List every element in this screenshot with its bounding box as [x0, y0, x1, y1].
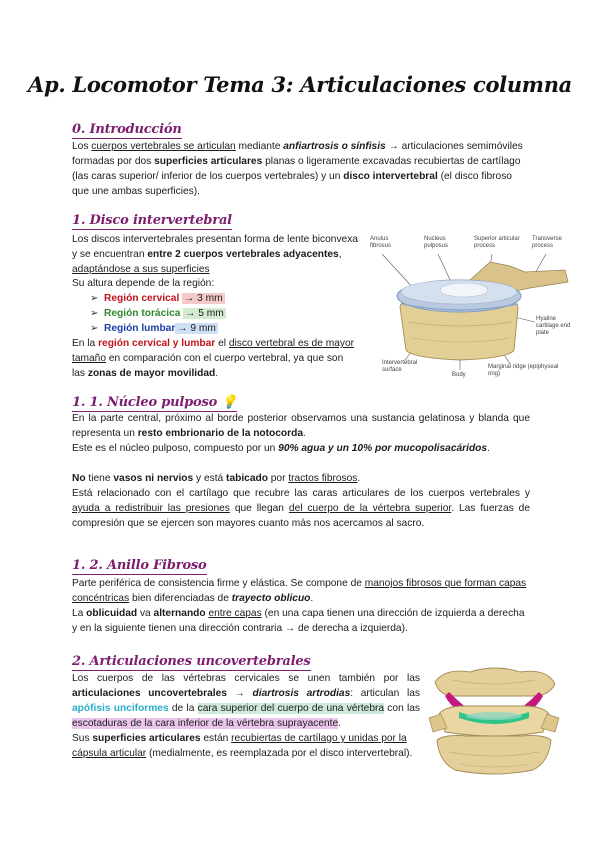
uncov-paragraph-1: Los cuerpos de las vértebras cervicales se unen también por las articulaciones uncovertebrales → diartrosis artrodias: articulan las apófisis unciformes de la cara superior del cuerpo de una vértebra con las escotaduras de la cara inferior de la vértebra suprayacente.	[72, 673, 420, 729]
cervical-vertebrae-illustration	[425, 662, 563, 780]
heading-disco-intervertebral: 1. Disco intervertebral	[72, 213, 232, 228]
intro-paragraph: Los cuerpos vertebrales se articulan mediante anfiartrosis o sínfisis → articulaciones semimóviles formadas por dos superficies articulares planas o ligeramente excavadas recubiertas de cartílago (las caras superior/ inferior de los cuerpos vertebrales) y un disco intervertebral (el disco fibroso que une ambas superficies).	[72, 141, 523, 197]
page-title: Ap. Locomotor Tema 3: Articulaciones columna	[27, 72, 572, 97]
list-item: ➢ Región cervical → 3 mm	[90, 293, 223, 304]
disco-paragraph: Los discos intervertebrales presentan forma de lente biconvexa y se encuentran entre 2 cuerpos vertebrales adyacentes, adaptándose a sus superficies	[72, 234, 358, 275]
anillo-paragraph-2: La oblicuidad va alternando entre capas (en una capa tienen una dirección de izquierda a derecha y en la siguiente tienen una dirección contraria → de derecha a izquierda).	[72, 608, 525, 634]
label-marginal-ridge: Marginal ridge (epiphyseal ring)	[488, 364, 559, 377]
label-anulus: Anulus fibrosus	[370, 236, 392, 249]
anillo-paragraph-1: Parte periférica de consistencia firme y elástica. Se compone de manojos fibrosos que forman capas concéntricas bien diferenciadas de trayecto oblicuo.	[72, 578, 527, 604]
heading-nucleo-pulposo: 1. 1. Núcleo pulposo 💡	[72, 395, 238, 410]
label-body: Body	[452, 372, 466, 378]
uncov-paragraph-2: Sus superficies articulares están recubiertas de cartílago y unidas por la cápsula articular (medialmente, es reemplazada por el disco intervertebral).	[72, 733, 413, 759]
label-nucleus: Nucleus pulposus	[424, 236, 449, 249]
disco-region-list	[90, 291, 360, 336]
label-transverse-process: Transverse process	[532, 236, 562, 249]
nucleo-paragraph-3: No tiene vasos ni nervios y está tabicado por tractos fibrosos.	[72, 473, 361, 484]
nucleo-paragraph-1: En la parte central, próximo al borde posterior observamos una sustancia gelatinosa y blanda que representa un resto embrionario de la notocorda.	[72, 413, 530, 439]
disco-altura-text: Su altura depende de la región:	[72, 278, 215, 289]
heading-anillo-fibroso: 1. 2. Anillo Fibroso	[72, 558, 207, 573]
nucleo-paragraph-2: Este es el núcleo pulposo, compuesto por un 90% agua y un 10% por mucopolisacáridos.	[72, 443, 490, 454]
list-item: ➢ Región torácica → 5 mm	[90, 308, 224, 319]
label-superior-process: Superior articular process	[474, 236, 520, 249]
heading-articulaciones-uncovertebrales: 2. Articulaciones uncovertebrales	[72, 654, 311, 669]
nucleo-paragraph-4: Está relacionado con el cartílago que recubre las caras articulares de los cuerpos vertebrales y ayuda a redistribuir las presiones que llegan del cuerpo de la vértebra superior. Las fuerzas de compresión que se ejercen son mayores cuanto más nos acercamos al sacro.	[72, 488, 530, 529]
intervertebral-disc-figure	[360, 232, 582, 382]
label-hyaline-cartilage: Hyaline cartilage end plate	[536, 316, 571, 336]
list-item: ➢ Región lumbar → 9 mm	[90, 323, 216, 334]
disco-size-paragraph: En la región cervical y lumbar el disco vertebral es de mayor tamaño en comparación con el cuerpo vertebral, ya que son las zonas de mayor movilidad.	[72, 338, 355, 379]
label-intervertebral-surface: Intervertebral surface	[382, 360, 418, 373]
uncovertebral-joint-figure	[425, 662, 563, 780]
heading-introduccion: 0. Introducción	[72, 122, 182, 137]
